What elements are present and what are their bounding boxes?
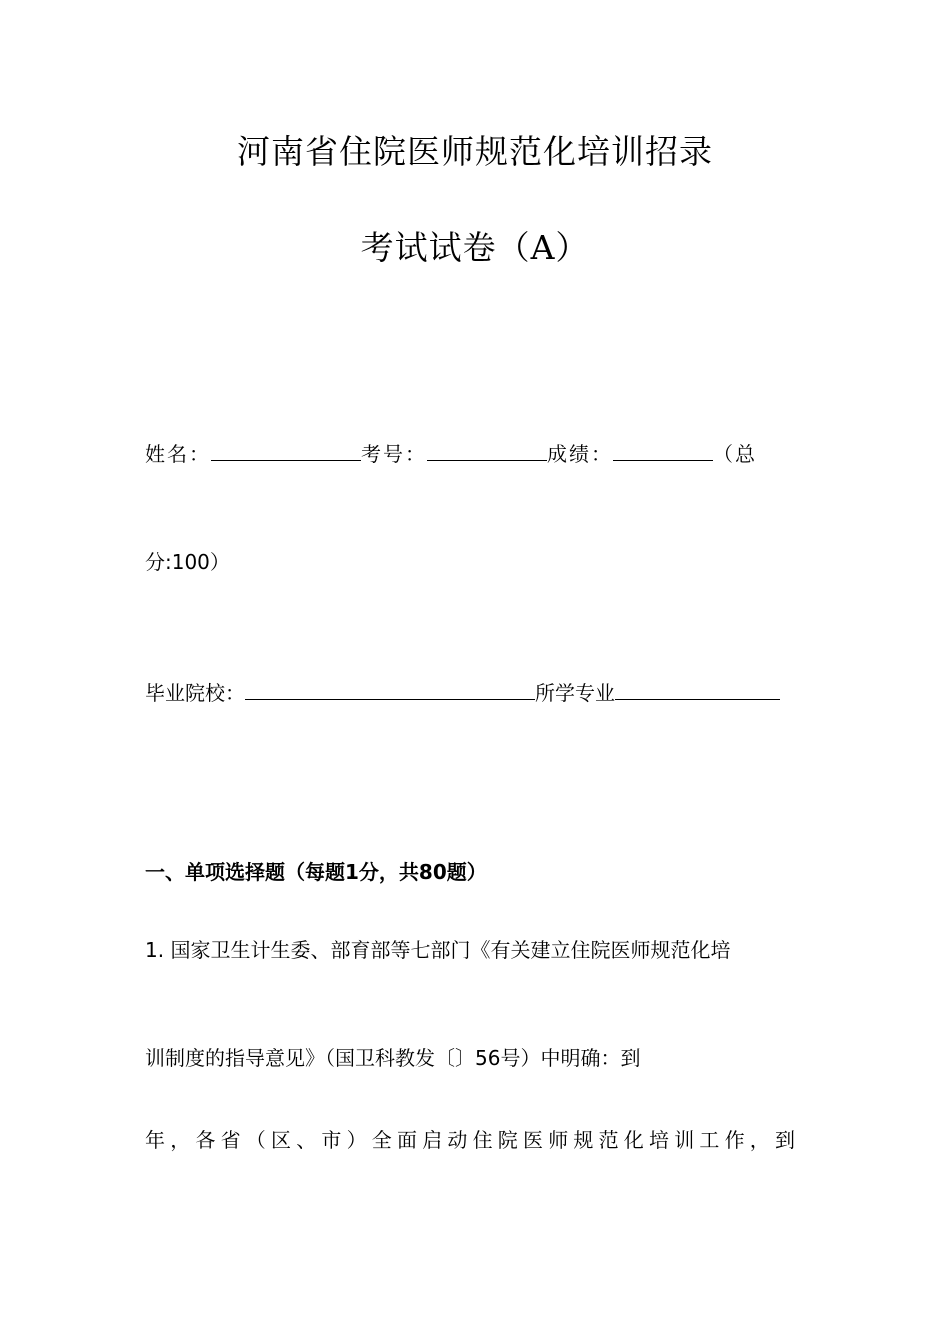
question-1-line-3: 年，各省（区、市）全面启动住院医师规范化培训工作，到 (145, 1128, 801, 1152)
paper-title-line-2: 考试试卷（A） (360, 228, 590, 267)
score-blank[interactable] (613, 440, 713, 461)
score-label: 成绩： (547, 442, 613, 466)
name-label: 姓名： (145, 442, 211, 466)
exam-number-blank[interactable] (427, 440, 547, 461)
question-1-line-1: 1. 国家卫生计生委、部育部等七部门《有关建立住院医师规范化培 (145, 938, 731, 962)
major-blank[interactable] (615, 679, 780, 700)
section-heading: 一、单项选择题（每题1分，共80题） (145, 860, 487, 884)
exam-number-label: 考号： (361, 442, 427, 466)
paper-title-line-1: 河南省住院医师规范化培训招录 (237, 132, 713, 171)
total-score-suffix: 分:100） (145, 550, 230, 574)
total-score-row (145, 548, 807, 576)
school-major-row (145, 679, 807, 707)
major-label: 所学专业 (535, 681, 615, 705)
school-blank[interactable] (245, 679, 535, 700)
question-1-line-2: 训制度的指导意见》（国卫科教发〔〕56号）中明确：到 (145, 1046, 641, 1070)
total-score-prefix: （总 (713, 442, 757, 466)
candidate-info-row (145, 440, 807, 468)
school-label: 毕业院校： (145, 681, 245, 705)
name-blank[interactable] (211, 440, 361, 461)
